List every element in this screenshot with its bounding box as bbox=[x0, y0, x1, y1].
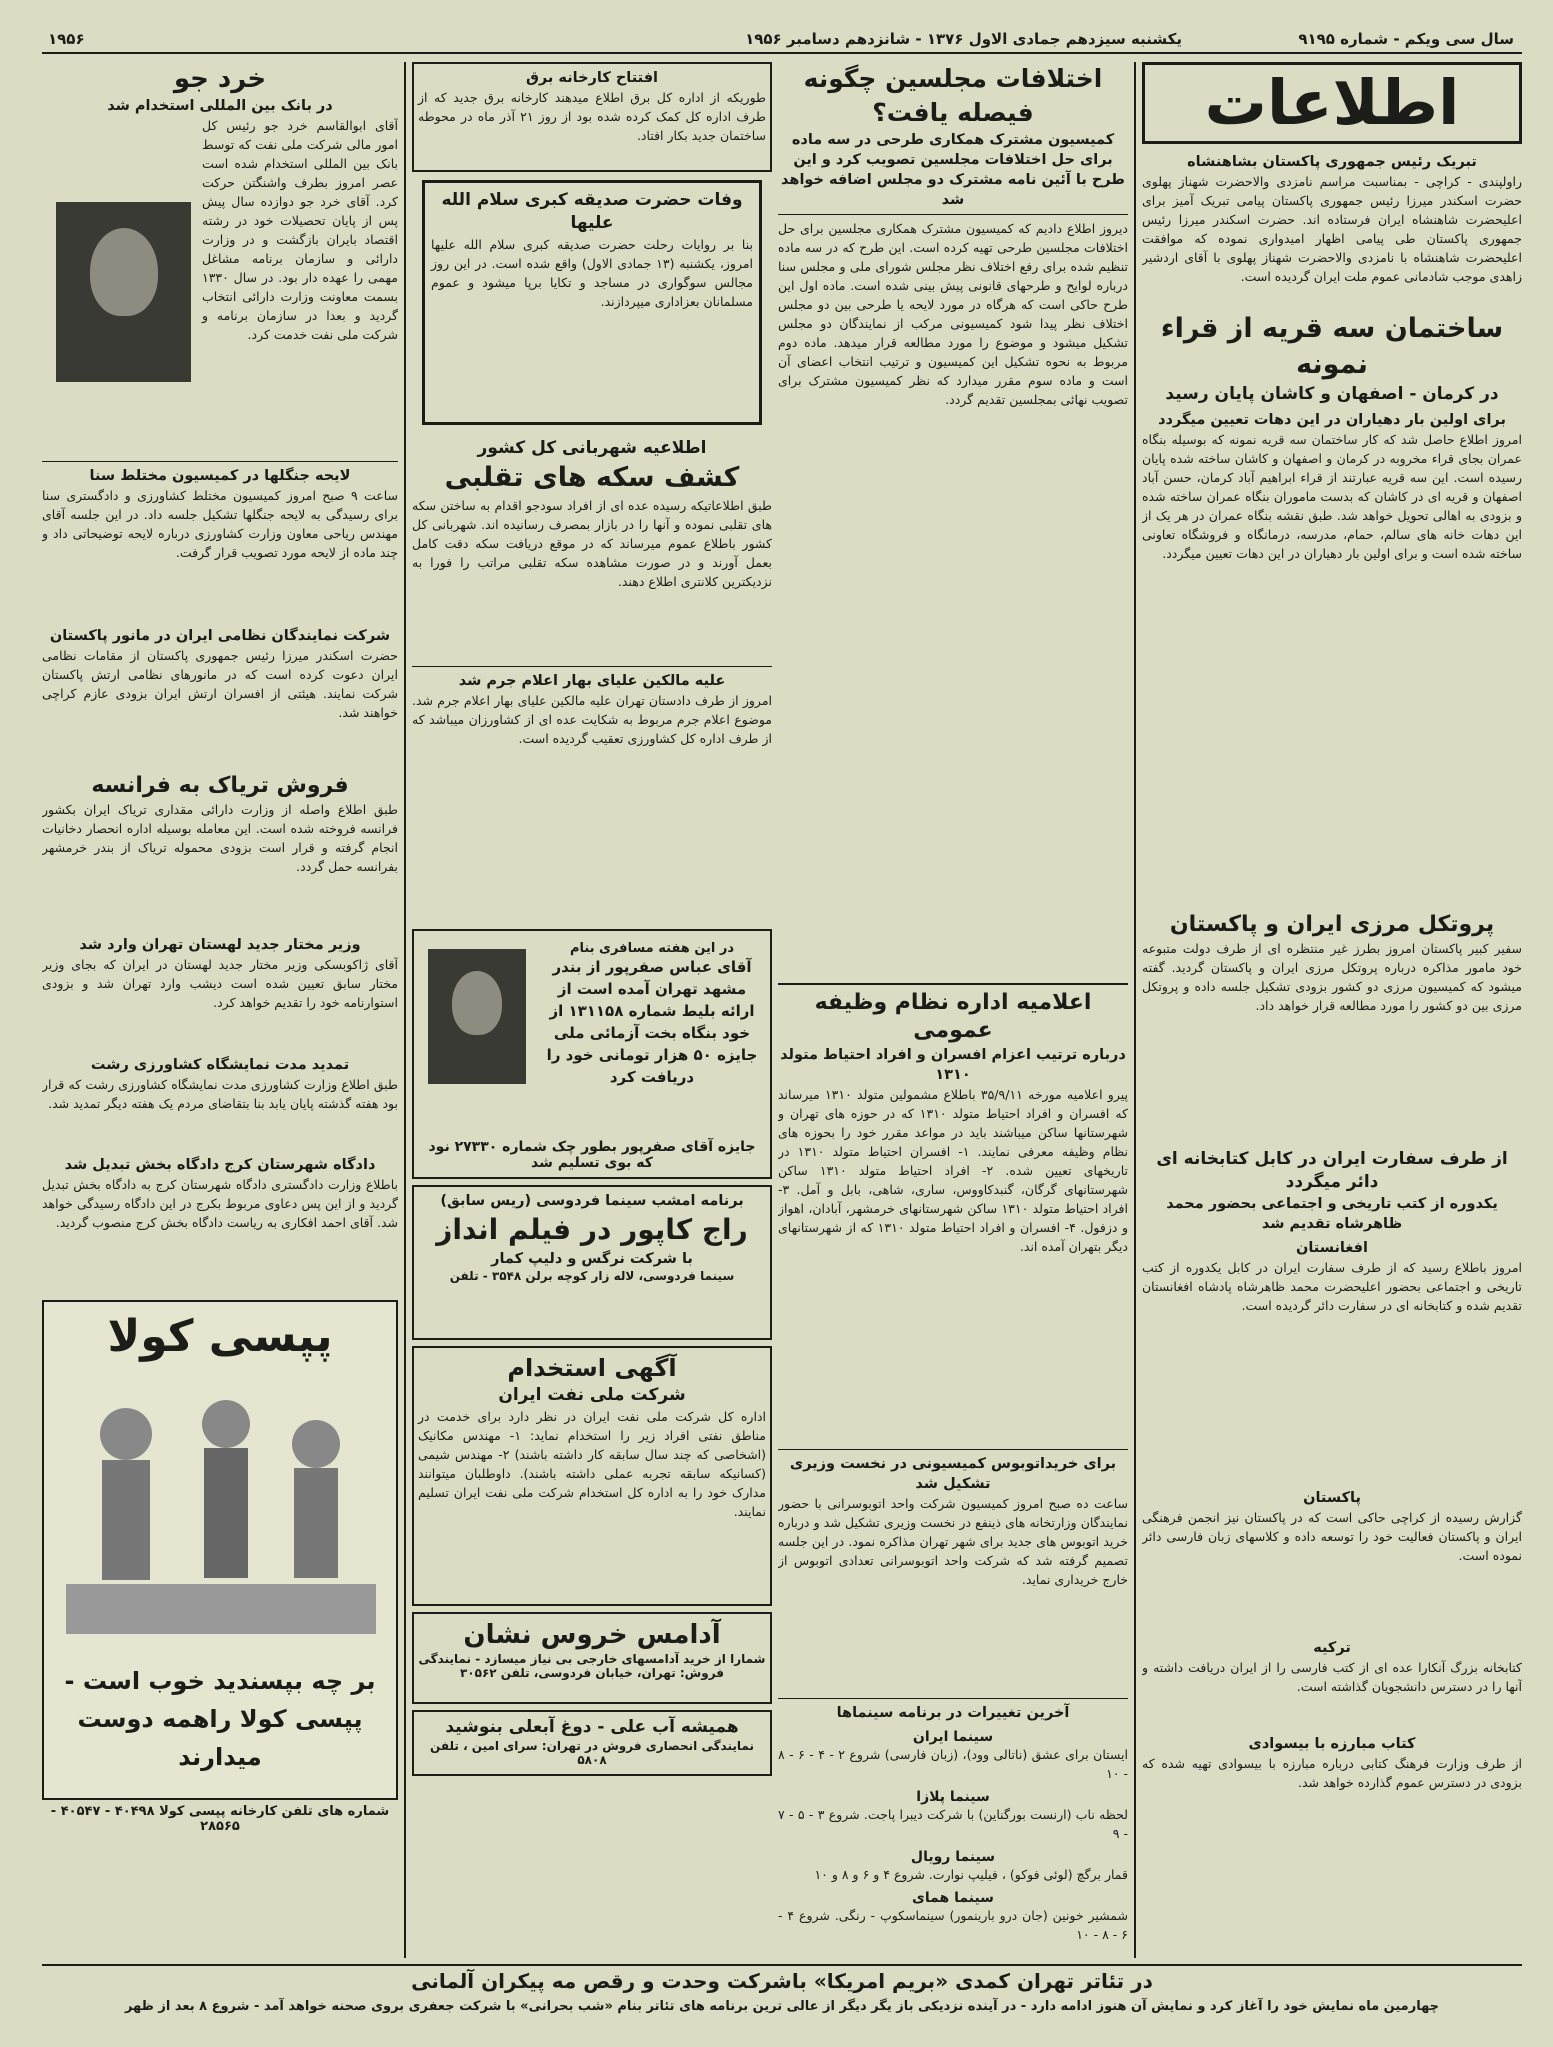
main-headline: اختلافات مجلسین چگونه فیصله یافت؟ bbox=[803, 64, 1103, 127]
column-rule bbox=[404, 62, 406, 1958]
issue-number: سال سی ویکم - شماره ۹۱۹۵ bbox=[1298, 30, 1514, 48]
factory-headline: افتتاح کارخانه برق bbox=[525, 70, 659, 86]
main-body: دیروز اطلاع دادیم که کمیسیون مشترک همکاری مجلسین برای حل اختلافات مجلسین طرحی تهیه کرده است. این طرح که در سه ماده تنظیم شده برای رفع اختلاف نظر مجلس شورای ملی و مجلس سنا درباره لوایح و طرحهای قانونی پیش بینی شده است. ماده اول این طرح حاکی است که هرگاه در مورد لایحه یا طرحی بین دو مجلس اختلاف نظر پیدا شود کمیسیونی مرکب از نمایندگان دو مجلس تشکیل میشود و موضوع را مورد مطالعه قرار میدهد. ماده دوم مربوط به نحوه تشکیل این کمیسیون و ترتیب انتخاب اعضای آن است و ماده سوم مقرر میدارد که نظر کمیسیون مشترک برای تصویب نهائی بمجلسین تقدیم گردد. bbox=[778, 221, 1128, 407]
villages-subhead: در کرمان - اصفهان و کاشان پایان رسید bbox=[1165, 384, 1499, 404]
villages-body: امروز اطلاع حاصل شد که کار ساختمان سه قریه نمونه که بوسیله بنگاه عمران بجای قراء مخروبه در کرمان و اصفهان و کاشان ساخته شده پایان رسیده است. این سه قریه عبارتند از قراء ابراهیم آباد کرمان، حسن آباد اصفهان و قریه ای در کاشان که بدست ماموران بنگاه عمران ساخته شده و بزودی به اهالی تحویل خواهد شد. طبق نقشه بنگاه عمران در هر یک از این دهات خانه های سالم، حمام، مدرسه، درمانگاه و فروشگاه تعاونی ساخته شده است و برای اولین بار دهیاران در این دهات تعیین میگردد. bbox=[1142, 432, 1522, 561]
court-headline: دادگاه شهرستان کرج دادگاه بخش تبدیل شد bbox=[64, 1157, 376, 1173]
condolence-body: بنا بر روایات رحلت حضرت صدیقه کبری سلام الله علیها امروز، یکشنبه (۱۳ جمادی الاول) واقع شده است. در این روز مجالس سوگواری در مساجد و تکایا برپا میشود و عموم مسلمانان بعزاداری میپردازند. bbox=[431, 237, 754, 309]
left-column bbox=[42, 62, 398, 1958]
cinema-ad bbox=[412, 1185, 772, 1340]
cinema-ad-program: برنامه امشب سینما فردوسی (ریس سابق) bbox=[440, 1193, 744, 1209]
border-headline: پروتکل مرزی ایران و پاکستان bbox=[1169, 912, 1495, 937]
gum-ad bbox=[412, 1612, 772, 1704]
villages-lead: برای اولین بار دهیاران در این دهات تعیین میگردد bbox=[1158, 412, 1506, 428]
issue-date: یکشنبه سیزدهم جمادی الاول ۱۳۷۶ - شانزدهم دسامبر ۱۹۵۶ bbox=[745, 30, 1182, 48]
coins-headline: کشف سکه های تقلبی bbox=[444, 462, 740, 493]
coins-body: طبق اطلاعاتیکه رسیده عده ای از افراد سودجو اقدام به ساختن سکه های تقلبی نموده و آنها را در بازار بمصرف رسانیده اند. شهربانی کل کشور باطلاع عموم میرساند که در موقع دریافت سکه دقت کامل بعمل آورند و در صورت مشاهده سکه تقلبی مراتب را فورا به نزدیکترین کلانتری اطلاع دهند. bbox=[412, 498, 772, 589]
masthead-title: اطلاعات bbox=[1142, 62, 1522, 144]
trial-headline: علیه مالکین علیای بهار اعلام جرم شد bbox=[412, 666, 772, 691]
cinema-ad-star: راج کاپور در فیلم انداز bbox=[436, 1213, 748, 1246]
congrats-body: راولپندی - کراچی - بمناسبت مراسم نامزدی والاحضرت شهناز پهلوی حضرت اسکندر میرزا رئیس جمهوری پاکستان پیامی تبریک آمیز برای اعلیحضرت شاهنشاه ایران فرستاده اند. حضرت اسکندر میرزا رئیس جمهوری پاکستان طی پیامی اظهار امیدواری نموده که موافقت اعلیحضرت شاهنشاه با نامزدی والاحضرت شهناز پهلوی با آقای اردشیر زاهدی موجب شادمانی عموم ملت ایران گردیده است. bbox=[1142, 174, 1522, 284]
cinema-name: سینما رویال bbox=[910, 1849, 996, 1865]
ministers-body: ساعت ده صبح امروز کمیسیون شرکت واحد اتوبوسرانی با حضور نمایندگان وزارتخانه های ذینفع در نخست وزیری تشکیل شد و درباره خرید اتوبوس های جدید برای شهر تهران مذاکره نمود. در این جلسه تصمیم گرفته شد که شرکت واحد اتوبوسرانی تعدادی اتوبوس از خارج خریداری نماید. bbox=[778, 1496, 1128, 1587]
right-column bbox=[1142, 62, 1522, 1958]
factory-box bbox=[412, 62, 772, 172]
pakistan-body: گزارش رسیده از کراچی حاکی است که در پاکستان نیز انجمن فرهنگی ایران و پاکستان فعالیت خود را توسعه داده و کلاسهای زبان فارسی دائر نموده است. bbox=[1142, 1510, 1522, 1563]
column-rule bbox=[1134, 62, 1136, 1958]
envoy-headline: وزیر مختار جدید لهستان تهران وارد شد bbox=[79, 937, 361, 953]
turkey-label: ترکیه bbox=[1313, 1640, 1351, 1656]
court-body: باطلاع وزارت دادگستری دادگاه شهرستان کرج به دادگاه بخش تبدیل گردید و از این پس دعاوی مربوط بکرج در این دادگاه رسیدگی خواهد شد. آقای احمد افکاری به ریاست دادگاه بخش کرج منصوب گردید. bbox=[42, 1177, 398, 1230]
maneuvers-headline: شرکت نمایندگان نظامی ایران در مانور پاکستان bbox=[49, 628, 391, 644]
villages-headline: ساختمان سه قریه از قراء نمونه bbox=[1160, 313, 1504, 380]
cinema-headline: آخرین تغییرات در برنامه سینماها bbox=[778, 1698, 1128, 1723]
center-column bbox=[778, 62, 1128, 1958]
drink-ad-title: همیشه آب علی - دوغ آبعلی بنوشید bbox=[445, 1717, 739, 1737]
cinema-ad-address: سینما فردوسی، لاله زار کوچه برلن ۳۵۴۸ - تلفن bbox=[449, 1269, 735, 1283]
conscript-headline: اعلامیه اداره نظام وظیفه عمومی bbox=[814, 990, 1092, 1043]
job-ad-company: شرکت ملی نفت ایران bbox=[498, 1385, 686, 1405]
drink-ad bbox=[412, 1710, 772, 1776]
job-ad-headline: آگهی استخدام bbox=[507, 1354, 677, 1382]
kabul-subhead: یکدوره از کتب تاریخی و اجتماعی بحضور محمد ظاهرشاه تقدیم شد bbox=[1166, 1196, 1498, 1232]
condolence-box bbox=[422, 180, 762, 425]
newspaper-page bbox=[42, 26, 1522, 2021]
pepsi-illustration bbox=[46, 1374, 396, 1654]
kabul-headline: از طرف سفارت ایران در کابل کتابخانه ای دائر میگردد bbox=[1156, 1149, 1508, 1192]
forests-headline: لایحه جنگلها در کمیسیون مختلط سنا bbox=[42, 461, 398, 486]
envoy-body: آقای ژاکوبسکی وزیر مختار جدید لهستان در ایران که بجای وزیر مختار سابق تعیین شده است دیشب وارد تهران شد و بزودی استوارنامه خود را تقدیم خواهد کرد. bbox=[42, 957, 398, 1010]
theatre-ad-body: چهارمین ماه نمایش خود را آغاز کرد و نمایش آن هنوز ادامه دارد - در آینده نزدیکی باز یگر دیگر از عالی ترین برنامه های تئاتر بنام «شب بحرانی» با شرکت جعفری بروی صحنه خواهد آمد - شروع ۸ بعد از ظهر bbox=[124, 1999, 1440, 2014]
pepsi-brand: پپسی کولا bbox=[107, 1311, 333, 1362]
conscript-subhead: درباره ترتیب اعزام افسران و افراد احتیاط متولد ۱۳۱۰ bbox=[780, 1047, 1126, 1083]
cinema-list bbox=[778, 1729, 1128, 1944]
winner-photo bbox=[428, 949, 526, 1084]
job-ad-body: اداره کل شرکت ملی نفت ایران در نظر دارد برای خدمت در مناطق نفتی افراد زیر را استخدام نماید: ۱- مهندس مکانیک (اشخاصی که چند سال سابقه کار داشته باشند) ۲- مهندس شیمی (کسانیکه سابقه تجربه عملی داشته باشند). داوطلبان میتوانند مدارک خود را به اداره کل استخدام شرکت ملی نفت ایران تسلیم نمایند. bbox=[418, 1409, 767, 1519]
trial-body: امروز از طرف دادستان تهران علیه مالکین علیای بهار اعلام جرم شد. موضوع اعلام جرم مربوط به شکایت عده ای از کشاورزان میباشد که از طرف اداره کل کشاورزی تعقیب گردیده است. bbox=[412, 693, 772, 746]
lottery-ad bbox=[412, 929, 772, 1179]
lottery-lead: در این هفته مسافری بنام bbox=[569, 941, 735, 956]
cinema-name: سینما همای bbox=[912, 1890, 994, 1906]
cinema-name: سینما ایران bbox=[912, 1729, 994, 1745]
pepsi-phones: شماره های تلفن کارخانه پپسی کولا ۴۰۴۹۸ - ۴۰۵۴۷ - ۲۸۵۶۵ bbox=[50, 1804, 390, 1834]
pakistan-label: پاکستان bbox=[1303, 1490, 1361, 1506]
ministers-headline: برای خریداتوبوس کمیسیونی در نخست وزیری تشکیل شد bbox=[778, 1449, 1128, 1494]
condolence-headline: وفات حضرت صدیقه کبری سلام الله علیها bbox=[441, 190, 743, 233]
cinema-info: قمار برگچ (لوئی فوکو) ، فیلیپ نوارت. شروع ۴ و ۶ و ۸ و ۱۰ bbox=[814, 1867, 1128, 1882]
khorojo-photo bbox=[56, 202, 191, 382]
kabul-body: امروز باطلاع رسید که از طرف سفارت ایران در کابل یکدوره از کتب تاریخی و اجتماعی بحضور اعلیحضرت محمد ظاهرشاه پادشاه افغانستان تقدیم شده و کتابخانه ای در سفارت دائر گردیده است. bbox=[1142, 1260, 1522, 1313]
theatre-ad-title: در تئاتر تهران کمدی «بریم امریکا» باشرکت وحدت و رقص مه پیکران آلمانی bbox=[411, 1969, 1153, 1993]
khorojo-body: آقای ابوالقاسم خرد جو رئیس کل امور مالی شرکت ملی نفت که توسط بانک بین المللی استخدام شده است عصر امروز بطرف واشنگتن حرکت کرد. آقای خرد جو دوازده سال پیش پس از پایان تحصیلات خود در رشته اقتصاد بایران بازگشت و در وزارت دارائی و سازمان برنامه مشاغل مهمی را عهده دار بود. در سال ۱۳۳۰ بسمت معاونت وزارت دارائی انتخاب گردید و بعدا در سازمان برنامه و شرکت ملی نفت خدمت کرد. bbox=[202, 118, 398, 342]
khorojo-subhead: در بانک بین المللی استخدام شد bbox=[107, 98, 333, 114]
header-strip bbox=[42, 26, 1522, 54]
issue-year-en: ۱۹۵۶ bbox=[48, 30, 85, 48]
congrats-headline: تبریک رئیس جمهوری پاکستان بشاهنشاه bbox=[1187, 154, 1477, 170]
drink-ad-body: نمایندگی انحصاری فروش در تهران: سرای امین ، تلفن ۵۸۰۸ bbox=[430, 1739, 754, 1767]
factory-body: طوریکه از اداره کل برق اطلاع میدهند کارخانه برق جدید که از طرف اداره کل کمک کرده شده بود از روز ۲۱ آذر ماه در محوطه ساختمان جدید بکار افتاد. bbox=[418, 90, 767, 143]
conscript-body: پیرو اعلامیه مورخه ۳۵/۹/۱۱ باطلاع مشمولین متولد ۱۳۱۰ میرساند که افسران و افراد احتیاط متولد ۱۳۱۰ که در حوزه های تهران و شهرستانها ساکن میباشند باید در مواعد مقرر خود را بحوزه های نظام وظیفه معرفی نمایند. ۱- افسران احتیاط متولد ۱۳۱۰ در تاریخهای تعیین شده. ۲- افراد احتیاط متولد ۱۳۱۰ ساکن شهرستانهای گرگان، گنبدکاووس، ساری، شاهی، بابل و آمل. ۳- افراد احتیاط متولد ۱۳۱۰ ساکن شهرستانهای خرمشهر، آبادان، اهواز و دزفول. ۴- افسران و افراد احتیاط متولد ۱۳۱۰ که از شهرستانهای دیگر بتهران آمده اند. bbox=[778, 1087, 1128, 1254]
cinema-ad-cast: با شرکت نرگس و دلیپ کمار bbox=[491, 1251, 693, 1267]
cinema-name: سینما پلازا bbox=[916, 1789, 990, 1805]
expo-headline: تمدید مدت نمایشگاه کشاورزی رشت bbox=[90, 1057, 350, 1073]
literacy-body: از طرف وزارت فرهنگ کتابی درباره مبارزه با بیسوادی تهیه شده که بزودی در دسترس عموم گذارده خواهد شد. bbox=[1142, 1756, 1522, 1790]
lottery-body: آقای عباس صفرپور از بندر مشهد تهران آمده است از ارائه بلیط شماره ۱۳۱۱۵۸ از خود بنگاه بخت آزمائی ملی جایزه ۵۰ هزار تومانی خود را دریافت کرد bbox=[546, 958, 758, 1086]
maneuvers-body: حضرت اسکندر میرزا رئیس جمهوری پاکستان از مقامات نظامی ایران دعوت کرده است که در مانورهای نظامی ارتش پاکستان شرکت نمایند. هیئتی از افسران ارتش ایران بزودی عازم کراچی خواهند شد. bbox=[42, 648, 398, 720]
cinema-info: ایستان برای عشق (ناتالی وود)، (زبان فارسی) شروع ۲ - ۴ - ۶ - ۸ - ۱۰ bbox=[778, 1747, 1128, 1781]
turkey-body: کتابخانه بزرگ آنکارا عده ای از کتب فارسی را از ایران دریافت داشته و آنها را در دسترس دانشجویان گذاشته است. bbox=[1142, 1660, 1522, 1694]
opium-headline: فروش تریاک به فرانسه bbox=[91, 773, 349, 798]
cinema-info: شمشیر خونین (جان درو بارینمور) سینماسکوپ - رنگی. شروع ۴ - ۶ - ۸ - ۱۰ bbox=[778, 1908, 1128, 1942]
cinema-info: لحظه ناب (ارنست بورگناین) با شرکت دیبرا پاجت. شروع ۳ - ۵ - ۷ - ۹ bbox=[778, 1807, 1128, 1841]
opium-body: طبق اطلاع واصله از وزارت دارائی مقداری تریاک ایران بکشور فرانسه فروخته شده است. این معامله بوسیله اداره انحصار دخانیات انجام گرفته و قرار است بزودی محموله تریاک از بندر خرمشهر بفرانسه حمل گردد. bbox=[42, 802, 398, 874]
afghanistan-label: افغانستان bbox=[1295, 1240, 1369, 1256]
border-body: سفیر کبیر پاکستان امروز بطرز غیر منتظره ای از طرف دولت متبوعه خود مامور مذاکره درباره پروتکل مرزی ایران و پاکستان گردید. گفته میشود که کمیسیون مرزی دو کشور بزودی تشکیل جلسه داده و پروتکل مرزی بین دو کشور را مورد مطالعه قرار خواهد داد. bbox=[1142, 941, 1522, 1013]
theatre-ad bbox=[42, 1964, 1522, 2024]
job-ad bbox=[412, 1346, 772, 1606]
expo-body: طبق اطلاع وزارت کشاورزی مدت نمایشگاه کشاورزی رشت که قرار بود هفته گذشته پایان یابد بنا بتقاضای مردم یک هفته دیگر تمدید شد. bbox=[42, 1077, 398, 1111]
middle-column bbox=[412, 62, 772, 1958]
khorojo-headline: خرد جو bbox=[173, 64, 267, 94]
gum-ad-body: شمارا از خرید آدامسهای خارجی بی نیاز میسازد - نمایندگی فروش: تهران، خیابان فردوسی، تلفن ۳۰۵۶۲ bbox=[418, 1652, 766, 1680]
forests-body: ساعت ۹ صبح امروز کمیسیون مختلط کشاورزی و دادگستری سنا برای رسیدگی به لایحه جنگلها تشکیل جلسه داد. در این جلسه آقای مهندس ریاحی معاون وزارت کشاورزی درباره لایحه توضیحاتی داد و چند ماده از لایحه مورد تصویب قرار گرفت. bbox=[42, 488, 398, 560]
literacy-headline: کتاب مبارزه با بیسوادی bbox=[1248, 1736, 1416, 1752]
pepsi-slogan: بر چه بپسندید خوب است - پپسی کولا راهمه دوست میدارند bbox=[64, 1667, 376, 1771]
police-header: اطلاعیه شهربانی کل کشور bbox=[477, 438, 707, 458]
main-subhead: کمیسیون مشترک همکاری طرحی در سه ماده برای حل اختلافات مجلسین تصویب کرد و این طرح با آئین نامه مشترک دو مجلس اضافه خواهد شد bbox=[778, 130, 1128, 215]
gum-ad-title: آدامس خروس نشان bbox=[463, 1620, 721, 1650]
pepsi-ad bbox=[42, 1300, 398, 1800]
lottery-footer: جایزه آقای صفرپور بطور چک شماره ۲۷۳۳۰ نود که بوی تسلیم شد bbox=[428, 1139, 756, 1171]
